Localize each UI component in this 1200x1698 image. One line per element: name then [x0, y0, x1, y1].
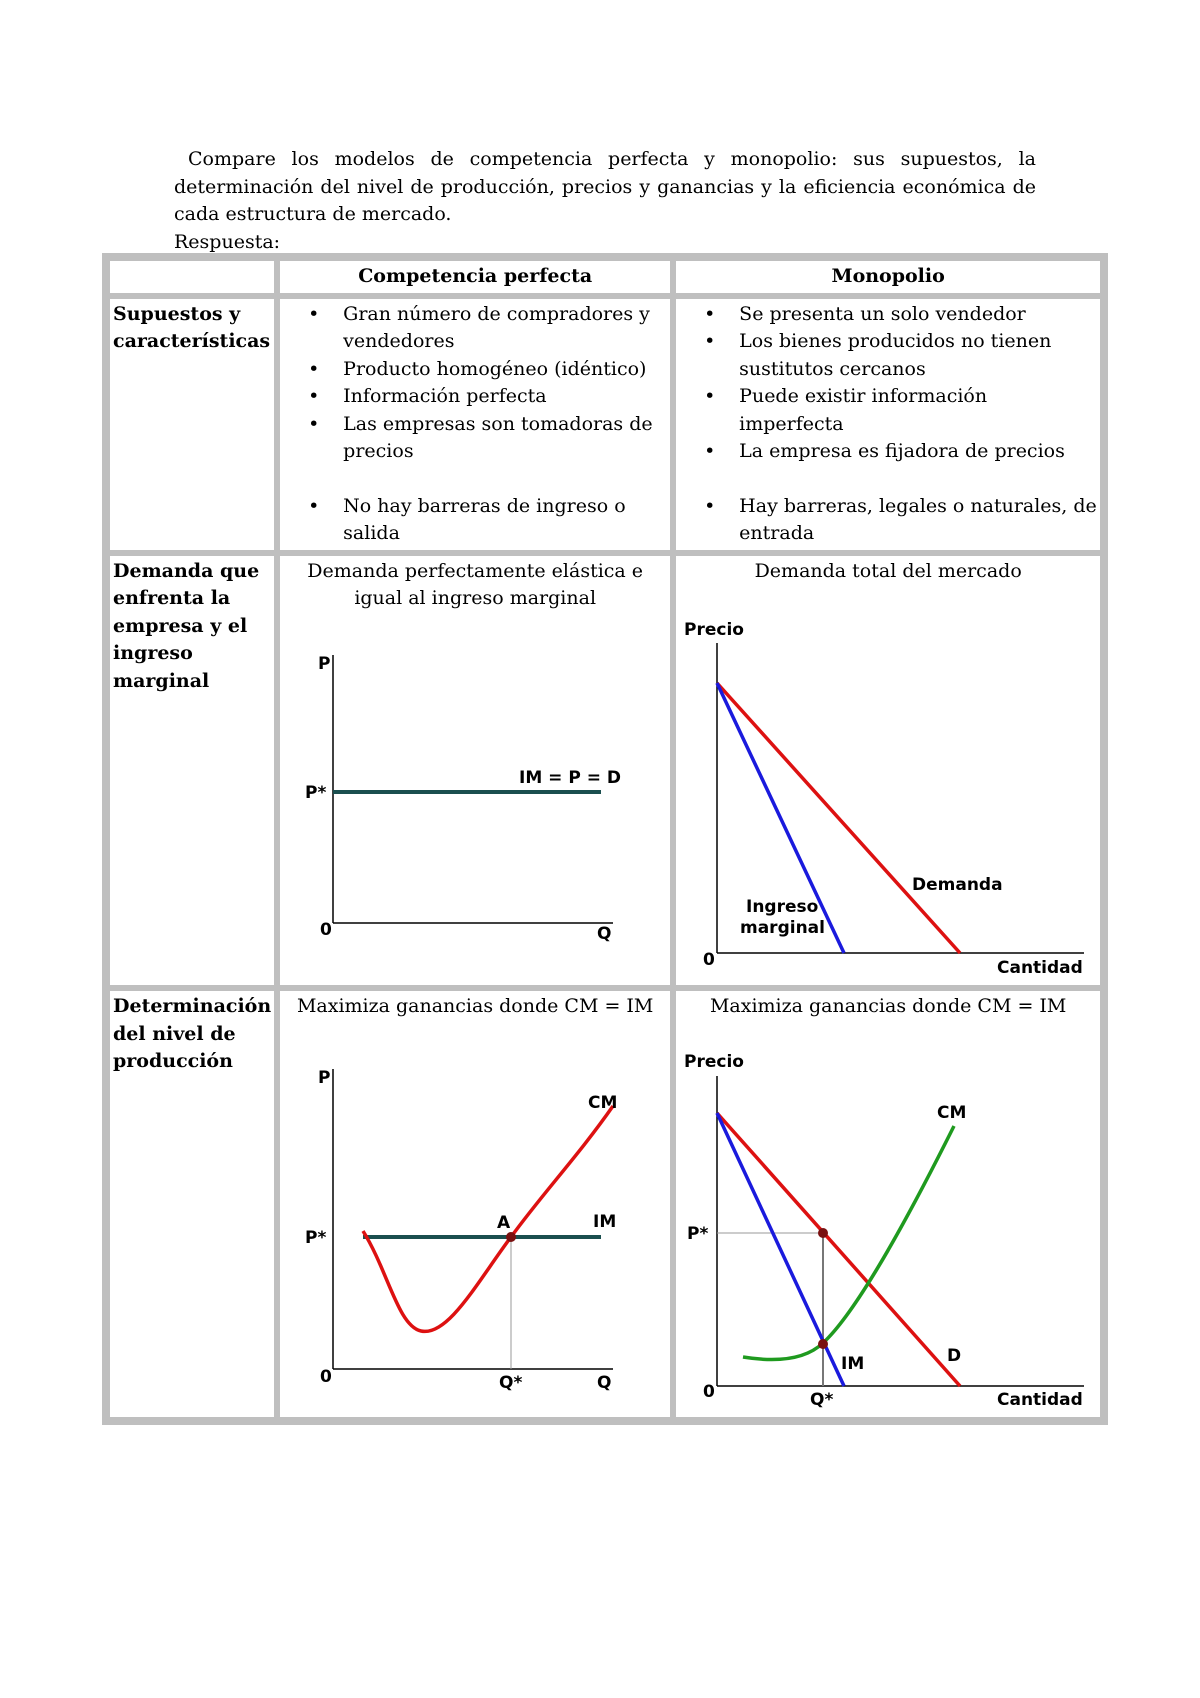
- x-axis-label: Q: [597, 923, 612, 943]
- q-star-label: Q*: [810, 1389, 834, 1410]
- list-item: • Gran número de compradores y vendedores: [343, 301, 667, 356]
- graph-title: Demanda perfectamente elástica e igual al ingreso marginal: [307, 559, 644, 609]
- q-star-label: Q*: [499, 1372, 523, 1391]
- origin-label: 0: [703, 950, 716, 970]
- demand-label: D: [947, 1345, 962, 1366]
- cell-demand-monopoly: [673, 553, 1103, 989]
- answer-label: Respuesta:: [174, 230, 281, 253]
- p-star-point: [818, 1228, 828, 1238]
- list-item: • La empresa es fijadora de precios: [739, 438, 1097, 466]
- line-label: IM = P = D: [519, 767, 622, 788]
- price-label: P*: [305, 1227, 327, 1248]
- origin-label: 0: [703, 1381, 716, 1402]
- list-item: • Las empresas son tomadoras de precios: [343, 411, 667, 466]
- graph-monopoly-production: [679, 1021, 1097, 1415]
- equilibrium-point: [818, 1339, 828, 1349]
- row-label-assumptions: Supuestos y características: [107, 296, 277, 553]
- list-item: • Los bienes producidos no tienen sustitutos cercanos: [739, 328, 1097, 383]
- marginal-cost-curve: [743, 1126, 954, 1360]
- graph-perfect-demand: [283, 613, 667, 943]
- row-label-production: Determinación del nivel de producción: [107, 988, 277, 1420]
- graph-title: Maximiza ganancias donde CM = IM: [296, 995, 654, 1017]
- cell-assumptions-monopoly: [673, 296, 1103, 553]
- y-axis-label: Precio: [684, 1051, 745, 1072]
- list-item: • Producto homogéneo (idéntico): [343, 356, 667, 384]
- cell-production-monopoly: [673, 988, 1103, 1420]
- question-text: Compare los modelos de competencia perfecta y monopolio: sus supuestos, la determinación del nivel de producción, precios y ganancias y la eficiencia económica de cada estructura de mercado.: [174, 148, 1036, 225]
- mr-label-line1: Ingreso: [746, 897, 819, 917]
- row-demand: [107, 553, 1103, 989]
- graph-title: Demanda total del mercado: [754, 559, 1022, 582]
- list-item: • No hay barreras de ingreso o salida: [343, 493, 667, 548]
- demand-label: Demanda: [912, 875, 1003, 895]
- cell-demand-perfect: [277, 553, 673, 989]
- list-item: • Hay barreras, legales o naturales, de entrada: [739, 493, 1097, 548]
- point-a-label: A: [497, 1212, 511, 1233]
- x-axis-label: Cantidad: [997, 958, 1083, 978]
- price-label: P*: [687, 1223, 709, 1244]
- row-label-demand: Demanda que enfrenta la empresa y el ingreso marginal: [107, 553, 277, 989]
- x-axis-label: Cantidad: [997, 1389, 1083, 1410]
- graph-monopoly-demand: [679, 585, 1097, 983]
- row-production: [107, 988, 1103, 1420]
- y-axis-label: Precio: [684, 620, 745, 640]
- marginal-cost-curve: [363, 1106, 613, 1331]
- point-a: [506, 1232, 516, 1242]
- graph-perfect-production: [283, 1021, 667, 1391]
- cell-assumptions-perfect: [277, 296, 673, 553]
- y-axis-label: P: [318, 1067, 331, 1088]
- list-item: • Se presenta un solo vendedor: [739, 301, 1097, 329]
- header-monopoly: Monopolio: [673, 258, 1103, 296]
- price-label: P*: [305, 782, 327, 803]
- origin-label: 0: [320, 1366, 333, 1387]
- mr-label-line2: marginal: [740, 918, 826, 938]
- header-empty: [107, 258, 277, 296]
- demand-curve: [717, 1113, 960, 1386]
- header-row: [107, 258, 1103, 296]
- header-perfect-competition: Competencia perfecta: [277, 258, 673, 296]
- row-assumptions: [107, 296, 1103, 553]
- mc-label: CM: [937, 1102, 967, 1123]
- intro: [174, 146, 1036, 256]
- comparison-table: [102, 253, 1108, 1425]
- mr-label: IM: [841, 1353, 865, 1374]
- origin-label: 0: [320, 919, 333, 940]
- x-axis-label: Q: [597, 1372, 612, 1391]
- graph-title: Maximiza ganancias donde CM = IM: [709, 995, 1067, 1017]
- list-item: • Información perfecta: [343, 383, 667, 411]
- mc-label: CM: [588, 1092, 618, 1113]
- mr-label: IM: [593, 1211, 617, 1232]
- cell-production-perfect: [277, 988, 673, 1420]
- list-item: • Puede existir información imperfecta: [739, 383, 1097, 438]
- y-axis-label: P: [318, 653, 331, 674]
